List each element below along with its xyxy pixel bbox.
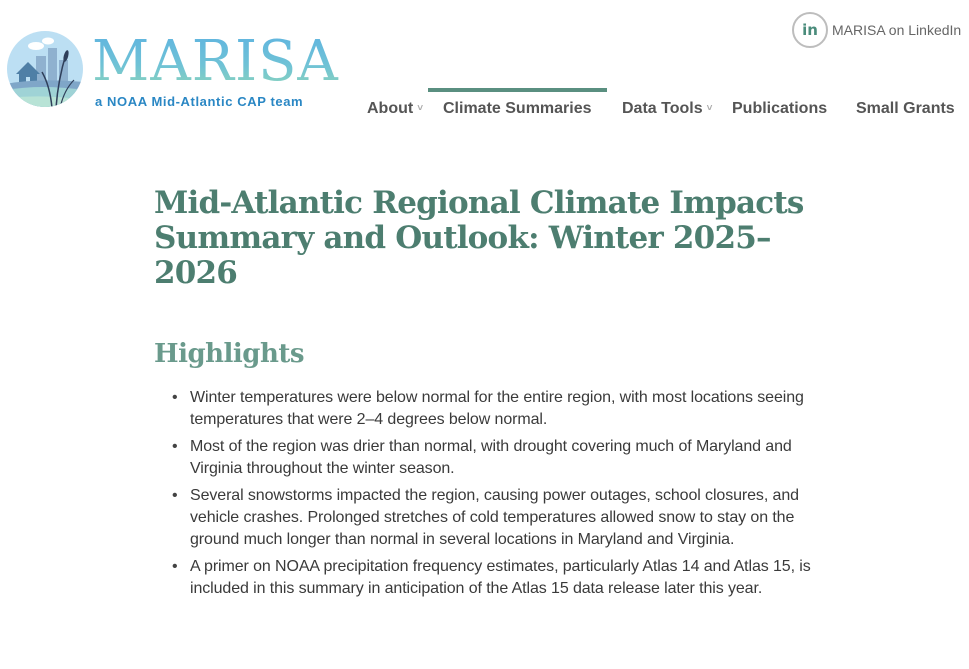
chevron-down-icon: ˅	[417, 103, 424, 114]
logo-wordmark: MARISA	[92, 29, 339, 94]
nav-item-label: Small Grants	[856, 100, 955, 117]
linkedin-label: MARISA on LinkedIn	[832, 22, 962, 38]
logo-tagline: a NOAA Mid-Atlantic CAP team	[95, 94, 304, 109]
main-content	[154, 186, 814, 605]
list-item: • Winter temperatures were below normal for the entire region, with most locations seeing temperatures that were 2–4 degrees below normal.	[172, 387, 814, 431]
nav-item-label: Climate Summaries	[443, 100, 592, 117]
nav-item-data-tools[interactable]	[622, 100, 712, 118]
linkedin-icon: in	[792, 12, 828, 48]
nav-item-label: Data Tools	[622, 100, 703, 117]
nav-item-small-grants[interactable]	[856, 100, 955, 118]
highlights-list	[154, 387, 814, 600]
linkedin-link[interactable]	[792, 12, 961, 48]
main-nav	[0, 88, 969, 128]
nav-item-publications[interactable]	[732, 100, 827, 118]
nav-item-label: About	[367, 100, 414, 117]
nav-item-label: Publications	[732, 100, 828, 117]
highlights-heading: Highlights	[154, 339, 305, 369]
nav-item-about[interactable]	[367, 100, 423, 118]
chevron-down-icon: ˅	[706, 103, 713, 114]
list-item: • Most of the region was drier than normal, with drought covering much of Maryland and Virginia throughout the winter season.	[172, 436, 814, 480]
list-item: • Several snowstorms impacted the region, causing power outages, school closures, and vehicle crashes. Prolonged stretches of cold temperatures allowed snow to stay on the ground much longer than normal in several locations in Maryland and Virginia.	[172, 485, 814, 551]
nav-active-indicator	[428, 88, 607, 92]
list-item: • A primer on NOAA precipitation frequency estimates, particularly Atlas 14 and Atlas 15, is included in this summary in anticipation of the Atlas 15 data release later this year.	[172, 556, 814, 600]
nav-item-climate-summaries[interactable]	[443, 100, 592, 118]
page-title: Mid-Atlantic Regional Climate Impacts Summary and Outlook: Winter 2025–2026	[154, 185, 804, 291]
